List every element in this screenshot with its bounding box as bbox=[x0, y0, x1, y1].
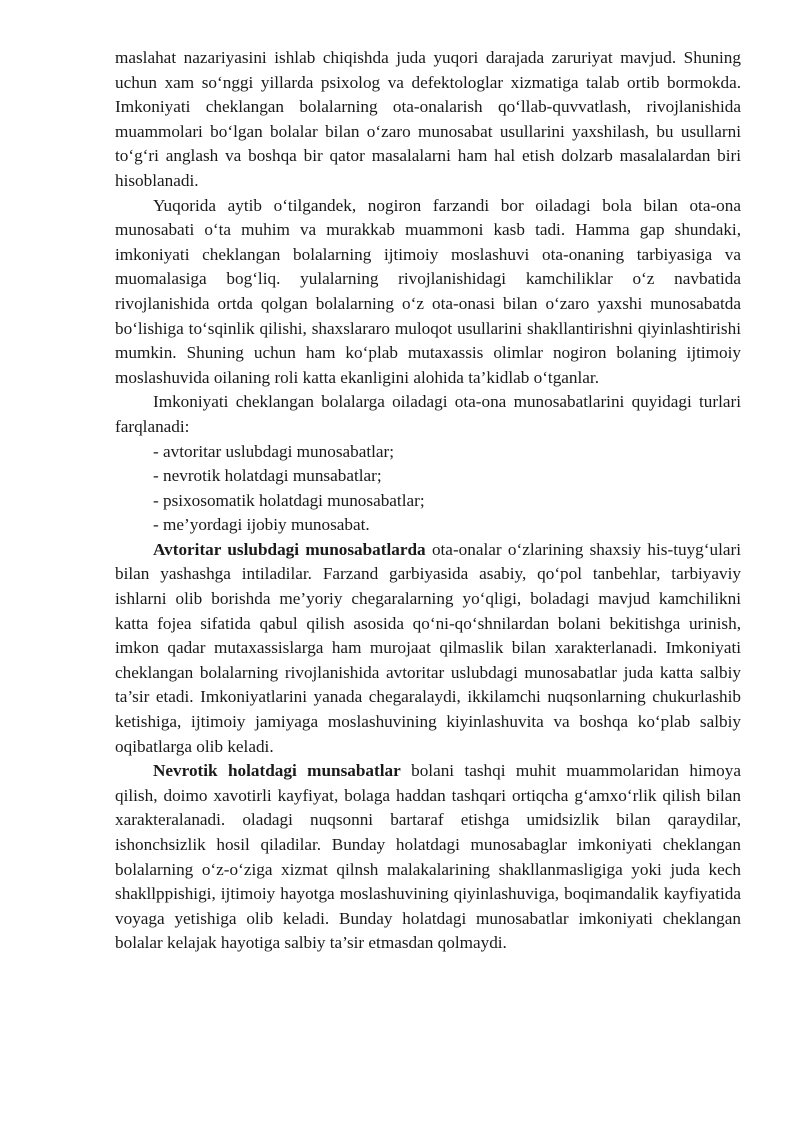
term-authoritarian: Avtoritar uslubdagi munosabatlarda bbox=[153, 539, 426, 559]
list-item: - me’yordagi ijobiy munosabat. bbox=[153, 515, 370, 535]
term-neurotic: Nevrotik holatdagi munsabatlar bbox=[153, 761, 401, 781]
paragraph-4-text: ota-onalar o‘zlarining shaxsiy his-tuyg‘ulari bilan yashashga intiladilar. Farzand garbiyasida asabiy, qo‘pol tanbehlar, tarbiyaviy ishlarni olib borishda me’yoriy chegaralarning yo‘qligi, boladagi mavjud kamchilikni katta fojea sifatida qabul qilish asosida qo‘ni-qo‘shnilardan bolani bekitishga urinish, imkon qadar mutaxassislarga ham murojaat qilmaslik bilan xarakterlanadi. Imkoniyati cheklangan bolalarning rivojlanishida avtoritar uslubdagi munosabatlar juda katta salbiy ta’sir etadi. Imkoniyatlarini yanada chegaralaydi, ikkilamchi nuqsonlarning chukurlashib ketishiga, ijtimoiy jamiyaga moslashuvining kiyinlashuvita va boshqa ko‘plab salbiy oqibatlarga olib keladi. bbox=[115, 539, 741, 756]
list-item: - nevrotik holatdagi munsabatlar; bbox=[153, 466, 382, 486]
paragraph-3: Imkoniyati cheklangan bolalarga oiladagi ota-ona munosabatlarini quyidagi turlari farqlanadi: bbox=[115, 392, 741, 436]
document-page bbox=[115, 46, 741, 956]
paragraph-5-text: bolani tashqi muhit muammolaridan himoya qilish, doimo xavotirli kayfiyat, bolaga haddan tashqari ortiqcha g‘amxo‘rlik qilish bilan xarakteralanadi. oladagi nuqsonni bartaraf etishga umidsizlik bilan qaraydilar, ishonchsizlik hosil qiladilar. Bunday holatdagi munosabaglar imkoniyati cheklangan bolalarning o‘z-o‘ziga xizmat qilnsh malakalarining shakllanmasligiga yoki juda kech shakllppishigi, ijtimoiy hayotga moslashuvining qiyinlashuviga, boqimandalik kayfiyatida voyaga yetishiga olib keladi. Bunday holatdagi munosabatlar imkoniyati cheklangan bolalar kelajak hayotiga salbiy ta’sir etmasdan qolmaydi. bbox=[115, 761, 741, 953]
list-item: - psixosomatik holatdagi munosabatlar; bbox=[153, 490, 425, 510]
list-item: - avtoritar uslubdagi munosabatlar; bbox=[153, 441, 395, 461]
relationship-types-list bbox=[115, 440, 741, 538]
paragraph-2: Yuqorida aytib o‘tilgandek, nogiron farzandi bor oiladagi bola bilan ota-ona munosabati o‘ta muhim va murakkab muammoni kasb tadi. Hamma gap shundaki, imkoniyati cheklangan bolalarning ijtimoiy moslashuvi ota-onaning tarbiyasiga va muomalasiga bog‘liq. yulalarning rivojlanishidagi kamchiliklar o‘z navbatida rivojlanishida ortda qolgan bolalarning o‘z ota-onasi bilan o‘zaro yaxshi munosabatda bo‘lishiga to‘sqinlik qilishi, shaxslararo muloqot usullarini shakllantirishni qiyinlashtirishi mumkin. Shuning uchun ham ko‘plab mutaxassis olimlar nogiron bolaning ijtimoiy moslashuvida oilaning roli katta ekanligini alohida ta’kidlab o‘tganlar. bbox=[115, 195, 741, 387]
paragraph-4 bbox=[115, 538, 741, 759]
paragraph-5 bbox=[115, 759, 741, 956]
paragraph-1: maslahat nazariyasini ishlab chiqishda juda yuqori darajada zaruriyat mavjud. Shuning uchun xam so‘nggi yillarda psixolog va defektologlar xizmatiga talab ortib bormokda. Imkoniyati cheklangan bolalarning ota-onalarish qo‘llab-quvvatlash, rivojlanishida muammolari bo‘lgan bolalar bilan o‘zaro munosabat usullarini yaxshilash, bu usullarni to‘g‘ri anglash va boshqa bir qator masalalarni ham hal etish dolzarb masalalardan biri hisoblanadi. bbox=[115, 48, 741, 190]
